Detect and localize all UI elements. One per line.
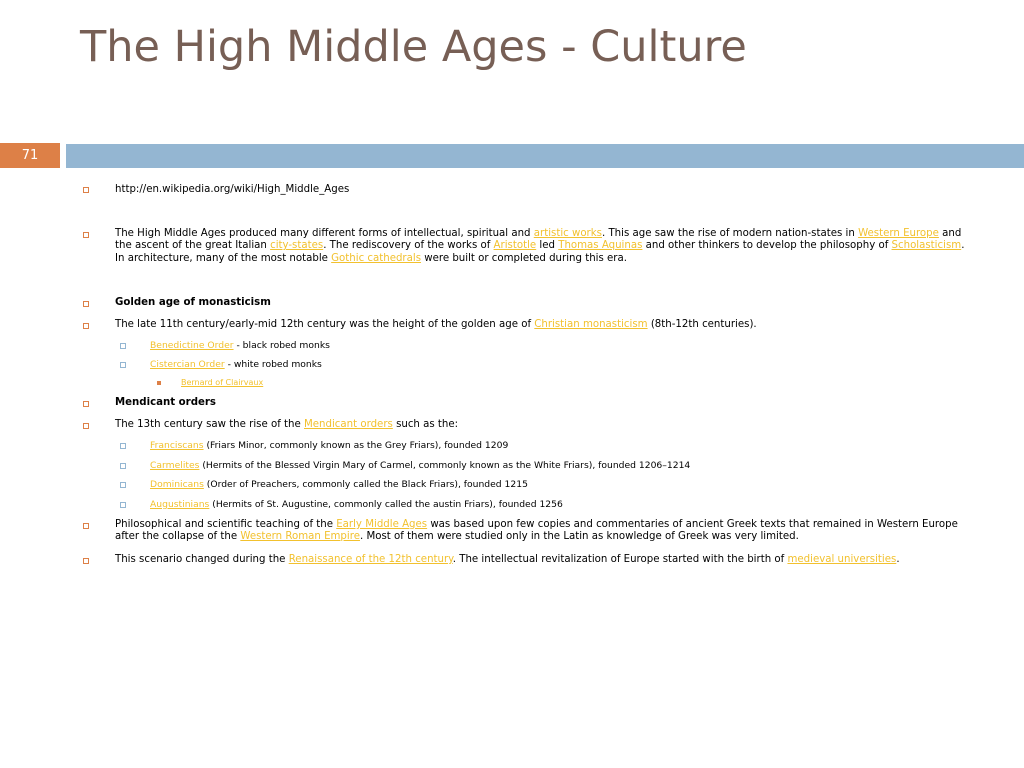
body-text: . The intellectual revitalization of Europe started with the birth of xyxy=(452,554,788,565)
bullet-item xyxy=(115,184,975,196)
section-heading xyxy=(115,397,975,409)
body-text: (Hermits of the Blessed Virgin Mary of Carmel, commonly known as the White Friars), founded 1206–1214 xyxy=(199,460,691,471)
square-bullet-icon xyxy=(120,502,126,508)
square-bullet-icon xyxy=(120,482,126,488)
square-bullet-icon xyxy=(120,463,126,469)
wiki-link[interactable]: Franciscans xyxy=(150,440,204,451)
sub-bullet-item xyxy=(150,460,970,472)
body-text: was based upon few copies and commentaries of ancient Greek texts that remained in Western Europe after the collapse of the xyxy=(115,519,958,543)
body-text: http://en.wikipedia.org/wiki/High_Middle_Ages xyxy=(115,184,350,195)
body-text: - black robed monks xyxy=(233,340,330,351)
slide-title: The High Middle Ages - Culture xyxy=(80,22,747,72)
bullet-item xyxy=(115,319,975,331)
bullet-item xyxy=(115,519,975,544)
wiki-link[interactable]: Western Roman Empire xyxy=(240,531,360,543)
body-text: were built or completed during this era. xyxy=(421,252,627,264)
body-text: (Hermits of St. Augustine, commonly called the austin Friars), founded 1256 xyxy=(209,499,563,510)
body-text: The late 11th century/early-mid 12th century was the height of the golden age of xyxy=(115,319,535,330)
square-bullet-icon xyxy=(83,401,89,407)
wiki-link[interactable]: Augustinians xyxy=(150,499,210,510)
body-text: . xyxy=(896,554,900,565)
bullet-item xyxy=(115,419,975,431)
square-bullet-icon xyxy=(120,443,126,449)
body-text: - white robed monks xyxy=(224,359,322,370)
sub-bullet-item xyxy=(150,440,970,452)
wiki-link[interactable]: Dominicans xyxy=(150,479,204,490)
body-text: and the ascent of the great Italian xyxy=(115,228,962,252)
wiki-link[interactable]: medieval universities xyxy=(787,554,897,565)
body-text: . In architecture, many of the most notable xyxy=(115,240,965,264)
wiki-link[interactable]: Cistercian Order xyxy=(150,359,225,370)
square-bullet-icon xyxy=(83,523,89,529)
wiki-link[interactable]: Bernard of Clairvaux xyxy=(181,378,264,387)
square-bullet-icon xyxy=(83,423,89,429)
body-text: Philosophical and scientific teaching of the xyxy=(115,519,337,530)
body-text: The High Middle Ages produced many different forms of intellectual, spiritual and xyxy=(115,228,534,239)
sub-bullet-item xyxy=(150,340,970,352)
sub-bullet-item xyxy=(150,359,970,371)
wiki-link[interactable]: Scholasticism xyxy=(891,240,962,252)
square-bullet-icon xyxy=(83,187,89,193)
wiki-link[interactable]: Christian monasticism xyxy=(534,319,648,330)
wiki-link[interactable]: Thomas Aquinas xyxy=(558,240,643,252)
wiki-link[interactable]: Western Europe xyxy=(858,228,939,239)
wiki-link[interactable]: Renaissance of the 12th century xyxy=(288,554,453,565)
square-bullet-icon xyxy=(83,558,89,564)
heading-text: Golden age of monasticism xyxy=(115,297,271,308)
sub-bullet-item xyxy=(150,499,970,511)
wiki-link[interactable]: Aristotle xyxy=(493,240,537,252)
bullet-item xyxy=(115,554,975,566)
body-text: . This age saw the rise of modern nation-states in xyxy=(601,228,859,239)
body-text: (Order of Preachers, commonly called the Black Friars), founded 1215 xyxy=(203,479,528,490)
header-band xyxy=(66,144,1024,168)
sub-sub-bullet-item xyxy=(181,377,961,389)
wiki-link[interactable]: Carmelites xyxy=(150,460,200,471)
filled-square-bullet-icon xyxy=(157,381,161,385)
section-heading xyxy=(115,297,975,309)
heading-text: Mendicant orders xyxy=(115,397,216,408)
sub-bullet-item xyxy=(150,479,970,491)
wiki-link[interactable]: city-states xyxy=(270,240,324,252)
body-text: (Friars Minor, commonly known as the Grey Friars), founded 1209 xyxy=(203,440,509,451)
wiki-link[interactable]: Gothic cathedrals xyxy=(331,252,422,264)
wiki-link[interactable]: artistic works xyxy=(533,228,602,239)
body-text: . The rediscovery of the works of xyxy=(323,240,494,252)
wiki-link[interactable]: Mendicant orders xyxy=(304,419,393,430)
body-text: such as the: xyxy=(392,419,459,430)
slide-number: 71 xyxy=(0,143,60,168)
body-text: (8th-12th centuries). xyxy=(647,319,757,330)
square-bullet-icon xyxy=(120,362,126,368)
body-text: The 13th century saw the rise of the xyxy=(115,419,304,430)
body-text: and other thinkers to develop the philosophy of xyxy=(642,240,892,252)
body-text: . Most of them were studied only in the Latin as knowledge of Greek was very limited. xyxy=(359,531,799,543)
square-bullet-icon xyxy=(120,343,126,349)
body-text: led xyxy=(536,240,559,252)
square-bullet-icon xyxy=(83,301,89,307)
wiki-link[interactable]: Early Middle Ages xyxy=(336,519,428,530)
wiki-link[interactable]: Benedictine Order xyxy=(150,340,234,351)
square-bullet-icon xyxy=(83,232,89,238)
bullet-item xyxy=(115,228,975,265)
body-text: This scenario changed during the xyxy=(115,554,289,565)
square-bullet-icon xyxy=(83,323,89,329)
